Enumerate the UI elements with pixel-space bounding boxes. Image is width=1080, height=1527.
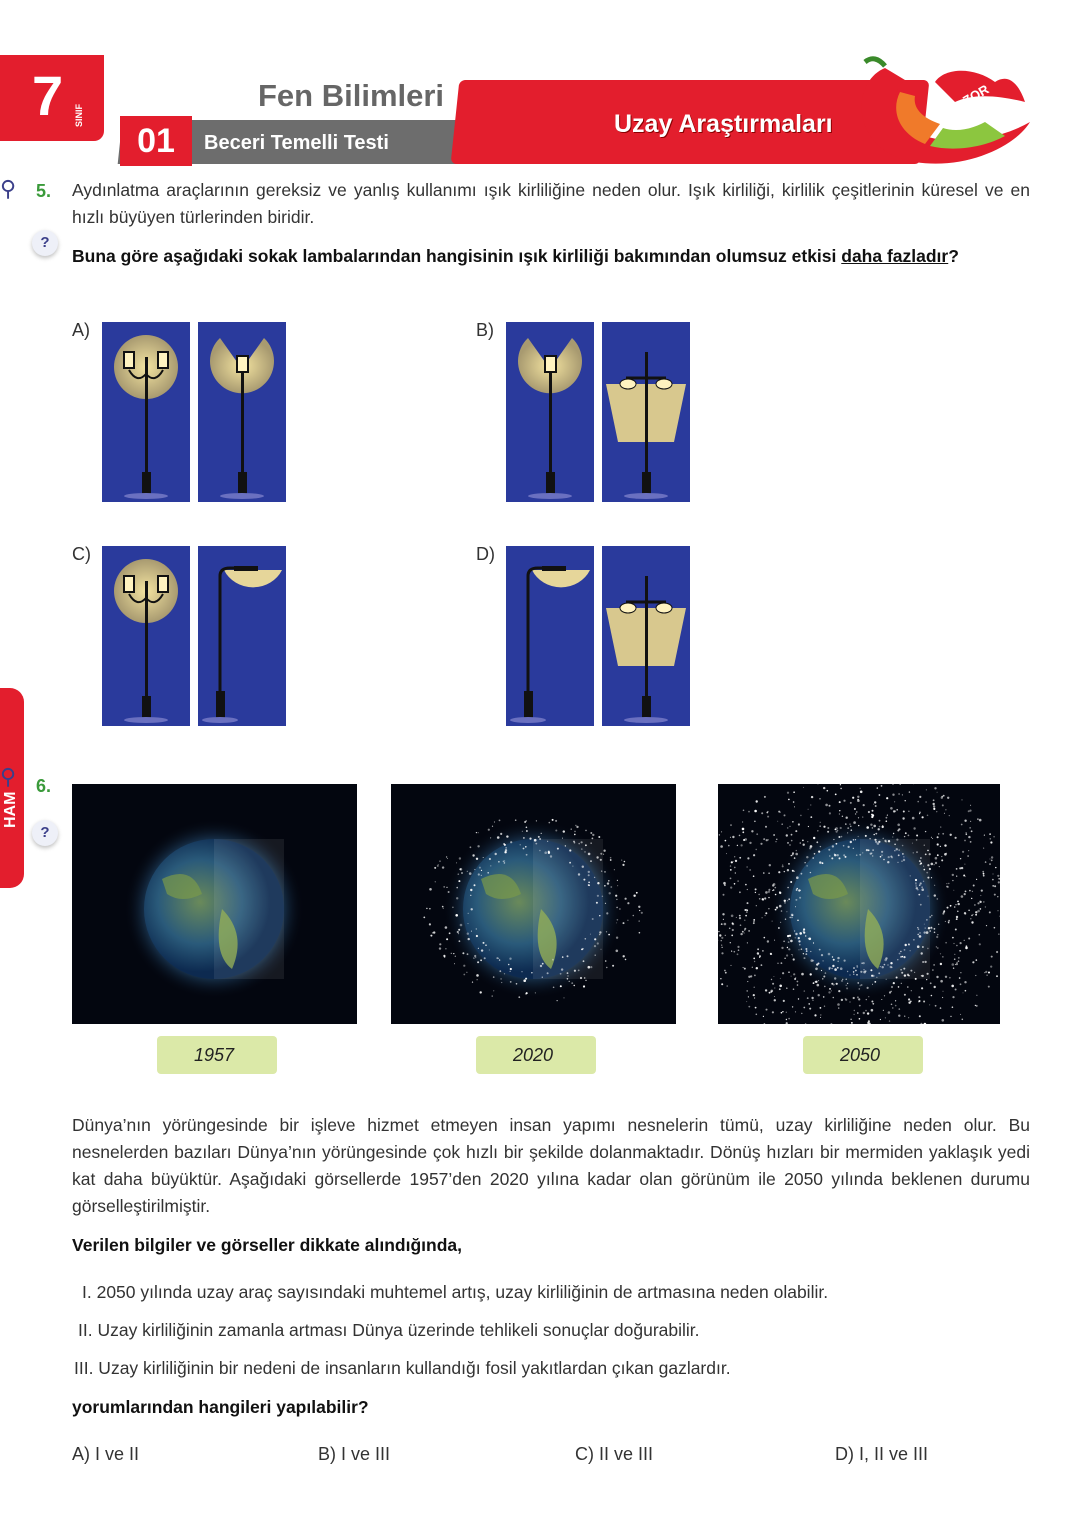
- streetlamp-double-cone-image: [602, 322, 690, 502]
- streetlamp-cutoff-circle-image: [506, 322, 594, 502]
- question-5-intro: Aydınlatma araçlarının gereksiz ve yanlış kullanımı ışık kirliliğine neden olur. Işık kirliliği, kirlilik çeşitlerinin küresel ve en hızlı büyüyen türlerinden biridir.: [72, 180, 1030, 227]
- question-6-number: 6.: [36, 776, 52, 796]
- prompt-emphasis: daha fazladır: [841, 246, 949, 266]
- earth-orbit-image-2020: [391, 784, 676, 1024]
- option-d-label[interactable]: D): [476, 544, 495, 564]
- earth-orbit-image-2050: [718, 784, 1000, 1024]
- question-5-prompt: [72, 243, 1030, 270]
- statement-1: I. 2050 yılında uzay araç sayısındaki muhtemel artış, uzay kirliliğinin de artmasına neden olabilir.: [82, 1282, 829, 1302]
- year-label-2020: 2020: [513, 1045, 554, 1065]
- subject-title: Fen Bilimleri: [258, 78, 445, 113]
- difficulty-label: ZOR: [960, 81, 992, 109]
- help-icon[interactable]: ?: [32, 820, 58, 846]
- grade-badge: [0, 55, 104, 141]
- question-6-prompt: yorumlarından hangileri yapılabilir?: [72, 1397, 369, 1417]
- option-a-label[interactable]: A): [72, 320, 90, 340]
- search-icon[interactable]: ⚲: [0, 764, 17, 789]
- streetlamp-cobra-image: [198, 546, 286, 726]
- streetlamp-double-cone-image: [602, 546, 690, 726]
- grade-label: SINIF: [74, 103, 84, 127]
- topic-title: Uzay Araştırmaları: [614, 110, 833, 138]
- test-number: 01: [120, 116, 192, 166]
- statement-3: III. Uzay kirliliğinin bir nedeni de insanların kullandığı fosil yakıtlardan çıkan gazlardır.: [74, 1358, 731, 1378]
- question-6-lead: Verilen bilgiler ve görseller dikkate alındığında,: [72, 1235, 462, 1255]
- help-icon[interactable]: ?: [32, 230, 58, 256]
- streetlamp-cutoff-circle-image: [198, 322, 286, 502]
- question-5-number: 5.: [36, 181, 52, 201]
- grade-number: 7: [32, 64, 64, 127]
- answer-option-c[interactable]: C) II ve III: [575, 1444, 654, 1464]
- difficulty-pepper-icon: [845, 52, 1035, 170]
- earth-orbit-image-1957: [72, 784, 357, 1024]
- search-icon[interactable]: ⚲: [0, 176, 17, 201]
- year-label-1957: 1957: [194, 1045, 235, 1065]
- streetlamp-full-circle-image: [102, 322, 190, 502]
- prompt-end: ?: [948, 246, 959, 266]
- answer-option-b[interactable]: B) I ve III: [318, 1444, 391, 1464]
- option-b-label[interactable]: B): [476, 320, 494, 340]
- streetlamp-full-circle-image: [102, 546, 190, 726]
- answer-option-a[interactable]: A) I ve II: [72, 1444, 140, 1464]
- option-c-label[interactable]: C): [72, 544, 91, 564]
- prompt-text: Buna göre aşağıdaki sokak lambalarından hangisinin ışık kirliliği bakımından olumsuz etkisi: [72, 246, 842, 266]
- answer-option-d[interactable]: D) I, II ve III: [835, 1444, 929, 1464]
- year-label-2050: 2050: [840, 1045, 881, 1065]
- test-name: Beceri Temelli Testi: [204, 132, 389, 154]
- streetlamp-cobra-image: [506, 546, 594, 726]
- side-tab-label: HAM: [2, 791, 19, 828]
- question-6-paragraph: Dünya’nın yörüngesinde bir işleve hizmet etmeyen insan yapımı nesnelerin tümü, uzay kirliliğine neden olur. Bu nesnelerden bazıları Dünya’nın yörüngesinde çok hızlı bir şekilde dolanmaktadır. Dönüş hızları bir mermiden yaklaşık yedi kat daha büyüktür. Aşağıdaki görsellerde 1957’den 2020 yılına kadar olan görünüm ile 2050 yılında beklenen durumu görselleştirilmiştir.: [72, 1115, 1030, 1216]
- statement-2: II. Uzay kirliliğinin zamanla artması Dünya üzerinde tehlikeli sonuçlar doğurabilir.: [78, 1320, 700, 1340]
